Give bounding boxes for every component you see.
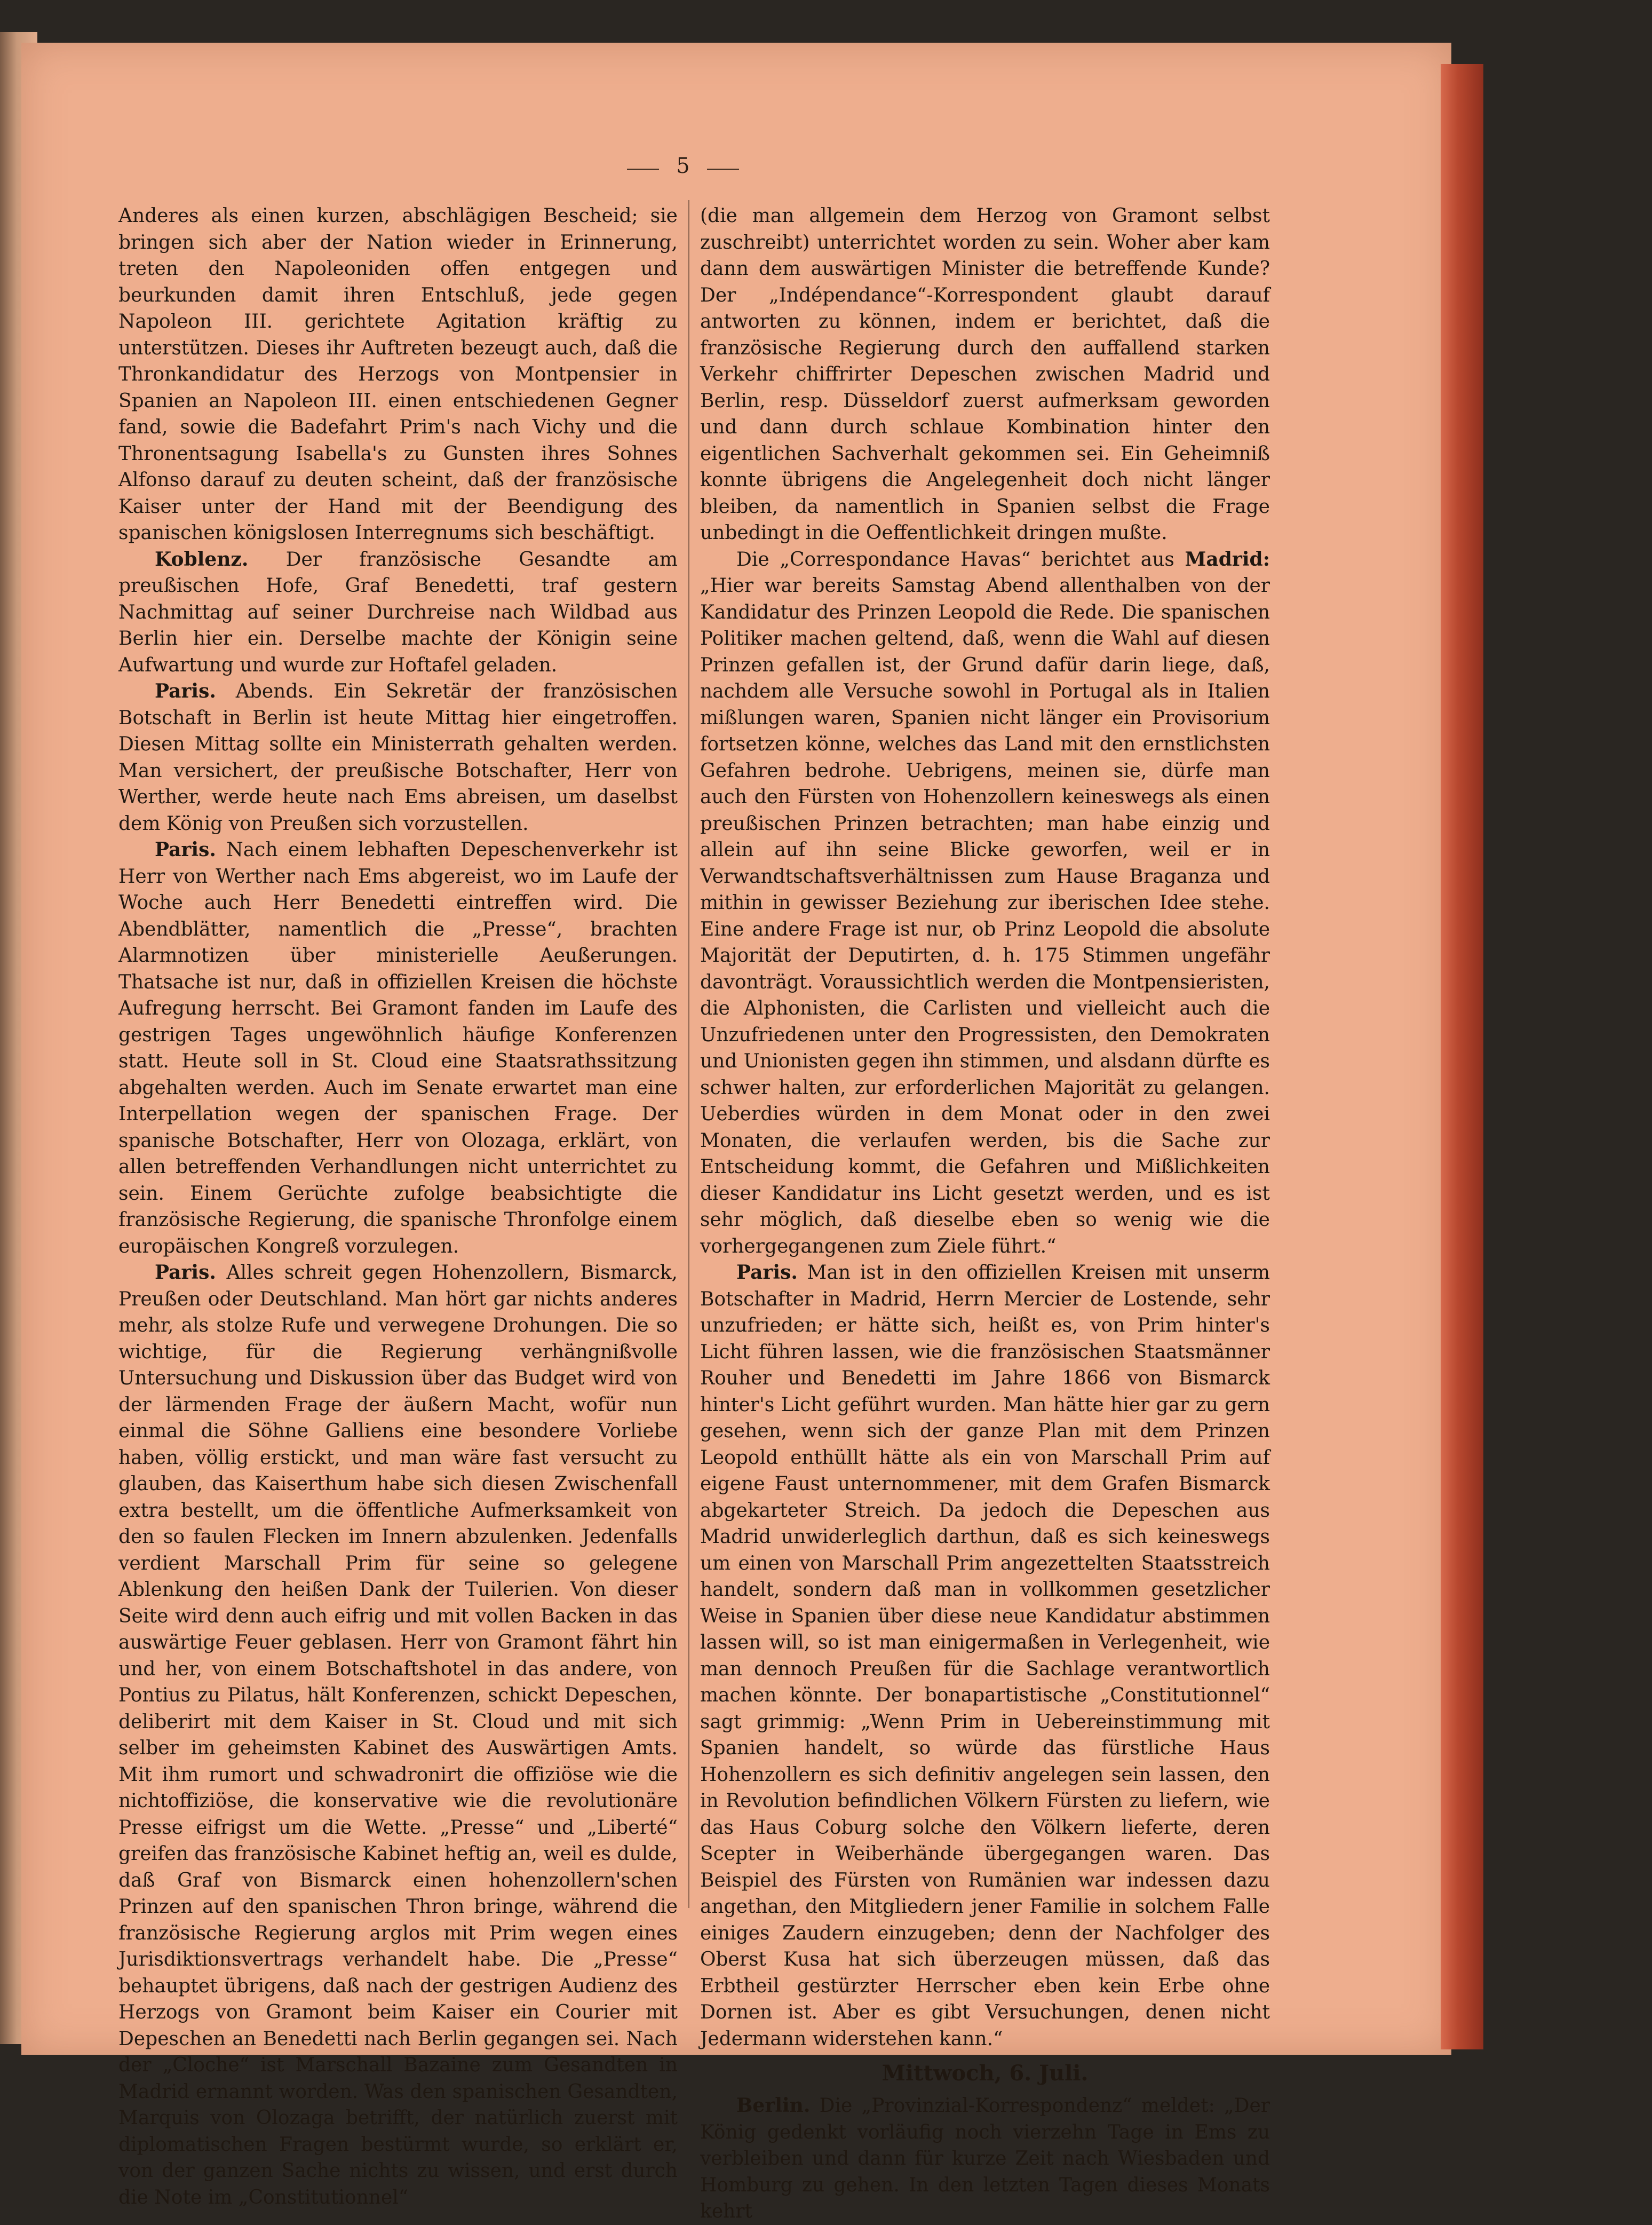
column-divider	[688, 200, 689, 1908]
left-paragraph-1: Anderes als einen kurzen, abschlägigen Bescheid; sie bringen sich aber der Nation wieder in Erinnerung, treten den Napoleoniden offen entgegen und beurkunden damit ihren Entschluß, jede gegen Napoleon III. gerichtete Agitation kräftig zu unterstützen. Dieses ihr Auftreten bezeugt auch, daß die Thronkandidatur des Herzogs von Montpensier in Spanien an Napoleon III. einen entschiedenen Gegner fand, sowie die Badefahrt Prim's nach Vichy und die Thronentsagung Isabella's zu Gunsten ihres Sohnes Alfonso darauf zu deuten scheint, daß der französische Kaiser unter der Hand mit der Beendigung des spanischen königslosen Interregnums sich beschäftigt.	[118, 205, 678, 544]
red-book-binding	[1441, 64, 1483, 2049]
date-heading: Mittwoch, 6. Juli.	[881, 2061, 1089, 2086]
paris-text-4: Man ist in den offiziellen Kreisen mit unserm Botschafter in Madrid, Herrn Mercier de Lostende, sehr unzufrieden; er hätte sich, heißt es, von Prim hinter's Licht führen lassen, wie die französischen Staatsmänner Rouher und Benedetti im Jahre 1866 von Bismarck hinter's Licht geführt wurden. Man hätte hier gar zu gern gesehen, wenn sich der ganze Plan mit dem Prinzen Leopold enthüllt hätte als ein von Marschall Prim auf eigene Faust unternommener, mit dem Grafen Bismarck abgekarteter Streich. Da jedoch die Depeschen aus Madrid unwiderleglich darthun, daß es sich keineswegs um einen von Marschall Prim angezettelten Staatsstreich handelt, sondern daß man in vollkommen gesetzlicher Weise in Spanien über diese neue Kandidatur abstimmen lassen will, so ist man einigermaßen in Verlegenheit, wie man dennoch Preußen für die Sachlage verantwortlich machen könnte. Der bonapartistische „Constitutionnel“ sagt grimmig: „Wenn Prim in Uebereinstimmung mit Spanien handelt, so würde das fürstliche Haus Hohenzollern es sich definitiv angelegen sein lassen, den in Revolution befindlichen Völkern Fürsten zu liefern, wie das Haus Coburg solche den Völkern lieferte, deren Scepter in Weiberhände übergegangen waren. Das Beispiel des Fürsten von Rumänien war indessen dazu angethan, den Mitgliedern jener Familie in solchem Falle einiges Zaudern einzugeben; denn der Nachfolger des Oberst Kusa hat sich überzeugen müssen, daß das Erbtheil gestürzter Herrscher eben kein Erbe ohne Dornen ist. Aber es gibt Versuchungen, denen nicht Jedermann widerstehen kann.“	[700, 1262, 1270, 2050]
right-paragraph-paris	[700, 1260, 1270, 2052]
right-paragraph-madrid	[700, 547, 1270, 1260]
dateline-paris: Paris.	[155, 680, 216, 702]
left-paragraph-paris-1	[118, 678, 678, 837]
dateline-madrid: Madrid:	[1185, 548, 1270, 571]
paris-text-2: Nach einem lebhaften Depeschenverkehr ist Herr von Werther nach Ems abgereist, wo im Laufe der Woche auch Herr Benedetti eintreffen wird. Die Abendblätter, namentlich die „Presse“, brachten Alarmnotizen über ministerielle Aeußerungen. Thatsache ist nur, daß in offiziellen Kreisen die höchste Aufregung herrscht. Bei Gramont fanden im Laufe des gestrigen Tages ungewöhnlich häufige Konferenzen statt. Heute soll in St. Cloud eine Staatsrathssitzung abgehalten werden. Auch im Senate erwartet man eine Interpellation wegen der spanischen Frage. Der spanische Botschafter, Herr von Olozaga, erklärt, von allen betreffenden Verhandlungen nicht unterrichtet zu sein. Einem Gerüchte zufolge beabsichtigte die französische Regierung, die spanische Thronfolge einem europäischen Kongreß vorzulegen.	[118, 839, 678, 1257]
koblenz-text: Der französische Gesandte am preußischen Hofe, Graf Benedetti, traf gestern Nachmittag auf seiner Durchreise nach Wildbad aus Berlin hier ein. Derselbe machte der Königin seine Aufwartung und wurde zur Hoftafel geladen.	[118, 548, 678, 676]
madrid-text: „Hier war bereits Samstag Abend allenthalben von der Kandidatur des Prinzen Leopold die Rede. Die spanischen Politiker machen geltend, daß, wenn die Wahl auf diesen Prinzen gefallen ist, der Grund dafür darin liege, daß, nachdem alle Versuche sowohl in Portugal als in Italien mißlungen waren, Spanien nicht länger ein Provisorium fortsetzen könne, welches das Land mit den ernstlichsten Gefahren bedrohe. Uebrigens, meinen sie, dürfe man auch den Fürsten von Hohenzollern keineswegs als einen preußischen Prinzen betrachten; man habe einzig und allein auf ihn seine Blicke geworfen, weil er in Verwandtschaftsverhältnissen zum Hause Braganza und mithin in gewisser Beziehung zur iberischen Idee stehe. Eine andere Frage ist nur, ob Prinz Leopold die absolute Majorität der Deputirten, d. h. 175 Stimmen ungefähr davonträgt. Voraussichtlich werden die Montpensieristen, die Alphonisten, die Carlisten und vielleicht auch die Unzufriedenen unter den Progressisten, den Demokraten und Unionisten gegen ihn stimmen, und alsdann dürfte es schwer halten, zur erforderlichen Majorität zu gelangen. Ueberdies würden in dem Monat oder in den zwei Monaten, die verlaufen werden, bis die Sache zur Entscheidung kommt, die Gefahren und Mißlichkeiten dieser Kandidatur ins Licht gesetzt werden, und es ist sehr möglich, daß dieselbe eben so wenig wie die vorhergegangenen zum Ziele führt.“	[700, 575, 1270, 1257]
dateline-paris: Paris.	[736, 1261, 798, 1284]
page-number: 5	[614, 154, 752, 180]
dateline-paris: Paris.	[155, 838, 216, 861]
left-paragraph-paris-2	[118, 837, 678, 1260]
left-paragraph-paris-3	[118, 1260, 678, 2211]
havas-intro: Die „Correspondance Havas“ berichtet aus	[736, 548, 1174, 571]
right-paragraph-berlin	[700, 2093, 1270, 2225]
dateline-berlin: Berlin.	[736, 2094, 811, 2117]
paris-text-3: Alles schreit gegen Hohenzollern, Bismarck, Preußen oder Deutschland. Man hört gar nichts anderes mehr, als stolze Rufe und verwegene Drohungen. Die so wichtige, für die Regierung verhängnißvolle Untersuchung und Diskussion über das Budget wird von der lärmenden Frage der äußern Macht, wofür nun einmal die Söhne Galliens eine besondere Vorliebe haben, völlig erstickt, und man wäre fast versucht zu glauben, das Kaiserthum habe sich diesen Zwischenfall extra bestellt, um die öffentliche Aufmerksamkeit von den so faulen Flecken im Innern abzulenken. Jedenfalls verdient Marschall Prim für seine so gelegene Ablenkung den heißen Dank der Tuilerien. Von dieser Seite wird denn auch eifrig und mit vollen Backen in das auswärtige Feuer geblasen. Herr von Gramont fährt hin und her, von einem Botschaftshotel in das andere, von Pontius zu Pilatus, hält Konferenzen, schickt Depeschen, deliberirt mit dem Kaiser in St. Cloud und mit sich selber im geheimsten Kabinet des Auswärtigen Amts. Mit ihm rumort und schwadronirt die offiziöse wie die nichtoffiziöse, die konservative wie die revolutionäre Presse eifrigst um die Wette. „Presse“ und „Liberté“ greifen das französische Kabinet heftig an, weil es dulde, daß Graf von Bismarck einen hohenzollern'schen Prinzen auf den spanischen Thron bringe, während die französische Regierung arglos mit Prim wegen eines Jurisdiktionsvertrags verhandelt habe. Die „Presse“ behauptet übrigens, daß nach der gestrigen Audienz des Herzogs von Gramont beim Kaiser ein Courier mit Depeschen an Benedetti nach Berlin gegangen sei. Nach der „Cloche“ ist Marschall Bazaine zum Gesandten in Madrid ernannt worden. Was den spanischen Gesandten, Marquis von Olozaga betrifft, der natürlich zuerst mit diplomatischen Fragen bestürmt wurde, so erklärt er, von der ganzen Sache nichts zu wissen, und erst durch die Note im „Constitutionnel“	[118, 1262, 678, 2208]
right-paragraph-1: (die man allgemein dem Herzog von Gramont selbst zuschreibt) unterrichtet worden zu sein. Woher aber kam dann dem auswärtigen Minister die betreffende Kunde? Der „Indépendance“-Korrespondent glaubt darauf antworten zu können, indem er berichtet, daß die französische Regierung durch den auffallend starken Verkehr chiffrirter Depeschen zwischen Madrid und Berlin, resp. Düsseldorf zuerst aufmerksam geworden und dann durch schlaue Kombination hinter den eigentlichen Sachverhalt gekommen sei. Ein Geheimniß konnte übrigens die Angelegenheit doch nicht länger bleiben, da namentlich in Spanien selbst die Frage unbedingt in die Oeffentlichkeit dringen mußte.	[700, 205, 1270, 544]
left-paragraph-koblenz	[118, 547, 678, 679]
dateline-koblenz: Koblenz.	[155, 548, 249, 571]
dateline-paris: Paris.	[155, 1261, 216, 1284]
right-column	[700, 203, 1270, 2222]
berlin-text: Die „Provinzial-Korrespondenz“ meldet: „Der König gedenkt vorläufig noch vierzehn Tage in Ems zu verbleiben und dann für kurze Zeit nach Wiesbaden und Homburg zu gehen. In den letzten Tagen dieses Monats kehrt	[700, 2095, 1270, 2222]
paris-text-1: Abends. Ein Sekretär der französischen Botschaft in Berlin ist heute Mittag hier eingetroffen. Diesen Mittag sollte ein Ministerrath gehalten werden. Man versichert, der preußische Botschafter, Herr von Werther, werde heute nach Ems abreisen, um daselbst dem König von Preußen sich vorzustellen.	[118, 680, 678, 835]
left-column	[118, 203, 678, 2208]
